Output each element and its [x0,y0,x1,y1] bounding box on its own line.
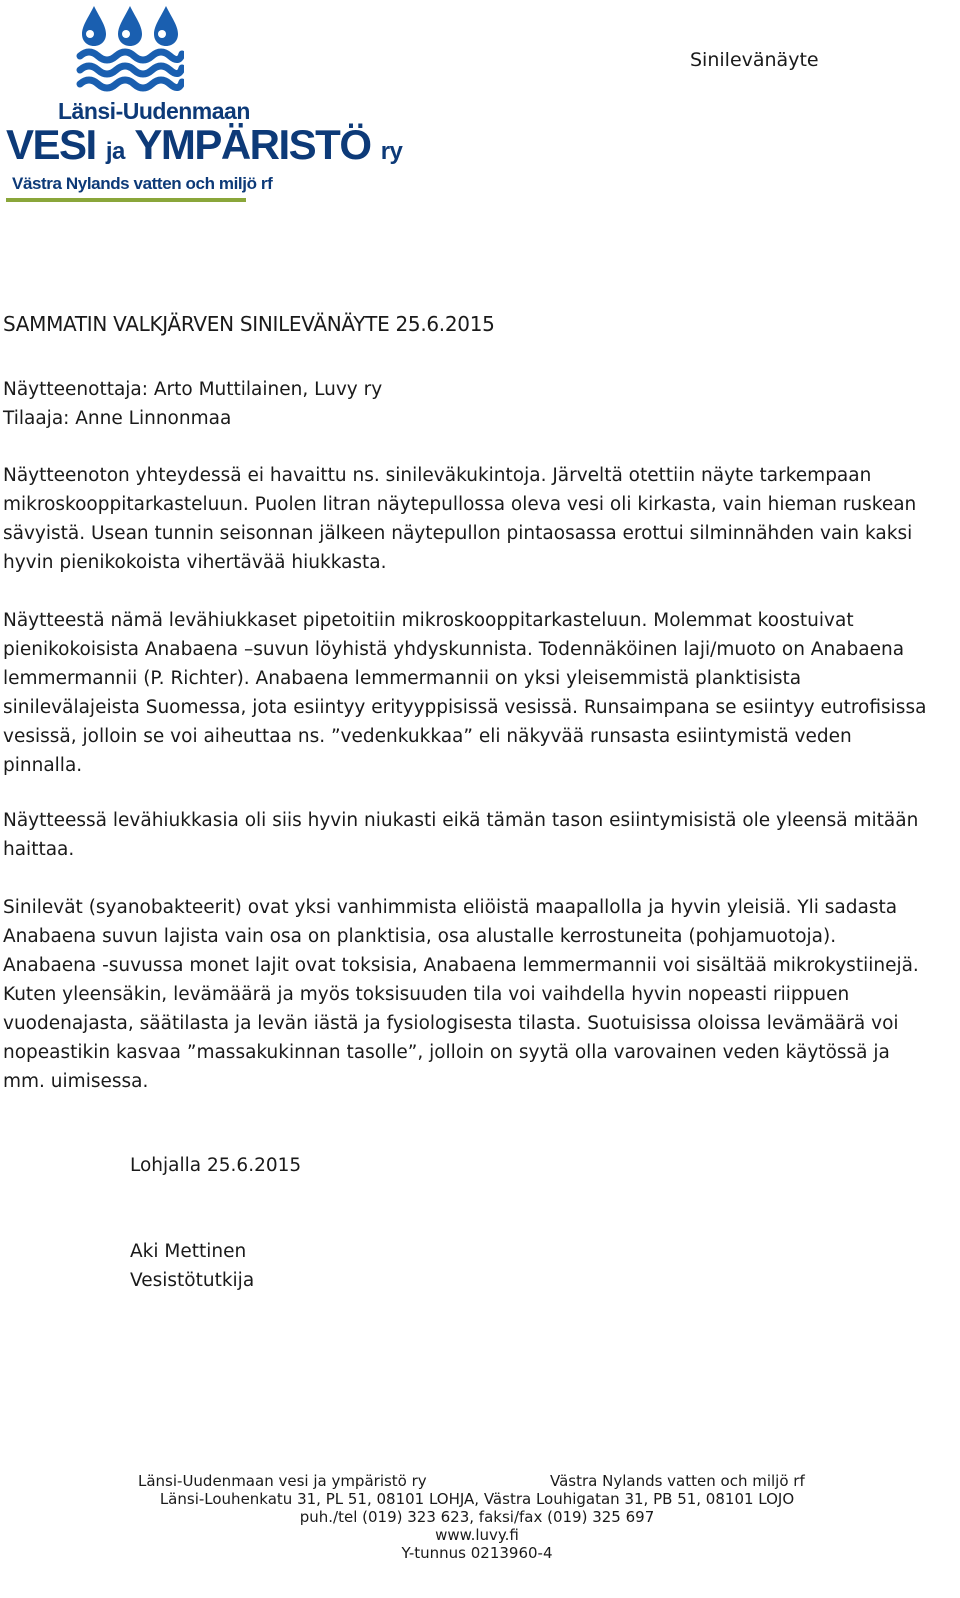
logo-text-ymparisto: YMPÄRISTÖ [134,121,371,168]
logo-text-line3: Västra Nylands vatten och miljö rf [12,174,273,193]
footer-phone: puh./tel (019) 323 623, faksi/fax (019) 325 697 [299,1508,655,1526]
paragraph-line: haittaa. [3,839,75,860]
client-line: Tilaaja: Anne Linnonmaa [3,408,232,429]
paragraph-line: sinilevälajeista Suomessa, jota esiintyy erityyppisissä vesissä. Runsaimpana se esiintyy eutrofisissa [3,697,927,718]
sampler-info [3,375,951,433]
paragraph-line: sävyistä. Usean tunnin seisonnan jälkeen näytepullon pintaosassa erottui silminnähden vain kaksi [3,523,913,544]
logo-text-ry: ry [380,138,403,165]
document-title: SAMMATIN VALKJÄRVEN SINILEVÄNÄYTE 25.6.2015 [3,312,495,336]
water-drops-icon [76,4,184,94]
logo-text-line2 [6,122,402,175]
footer-org-sv: Västra Nylands vatten och miljö rf [550,1472,805,1490]
sampler-line: Näytteenottaja: Arto Muttilainen, Luvy ry [3,379,383,400]
place-date: Lohjalla 25.6.2015 [130,1155,302,1176]
paragraph-2 [3,606,951,780]
paragraph-line: pinnalla. [3,755,83,776]
footer-address: Länsi-Louhenkatu 31, PL 51, 08101 LOHJA, Västra Louhigatan 31, PB 51, 08101 LOJO [159,1490,795,1508]
paragraph-line: Kuten yleensäkin, levämäärä ja myös toksisuuden tila voi vaihdella hyvin nopeasti riippuen [3,984,850,1005]
page-footer [0,1472,960,1562]
paragraph-line: vuodenajasta, säätilasta ja levän iästä ja fysiologisesta tilasta. Suotuisissa oloissa levämäärä voi [3,1013,899,1034]
paragraph-line: mikroskooppitarkasteluun. Puolen litran näytepullossa oleva vesi oli kirkasta, vain hieman ruskean [3,494,917,515]
paragraph-line: Anabaena -suvussa monet lajit ovat toksisia, Anabaena lemmermannii voi sisältää mikrokystiinejä. [3,955,919,976]
paragraph-line: Sinilevät (syanobakteerit) ovat yksi vanhimmista eliöistä maapallolla ja hyvin yleisiä. Yli sadasta [3,897,898,918]
footer-business-id: Y-tunnus 0213960-4 [401,1544,553,1562]
paragraph-4 [3,893,951,1096]
paragraph-line: hyvin pienikokoista vihertävää hiukkasta. [3,552,387,573]
paragraph-1 [3,461,951,577]
paragraph-line: vesissä, jolloin se voi aiheuttaa ns. ”vedenkukkaa” eli näkyvää runsasta esiintymistä veden [3,726,852,747]
footer-org-row [0,1472,960,1490]
logo-text-ja: ja [105,138,125,165]
signer-title: Vesistötutkija [130,1270,255,1291]
organization-logo [6,4,403,204]
paragraph-3 [3,806,951,864]
paragraph-line: mm. uimisessa. [3,1071,149,1092]
logo-underline [6,198,246,202]
paragraph-line: pienikokoisista Anabaena –suvun löyhistä yhdyskunnista. Todennäköinen laji/muoto on Anabaena [3,639,905,660]
paragraph-line: nopeastikin kasvaa ”massakukinnan tasolle”, jolloin on syytä olla varovainen veden käytössä ja [3,1042,890,1063]
footer-web: www.luvy.fi [435,1526,519,1544]
paragraph-line: lemmermannii (P. Richter). Anabaena lemmermannii on yksi yleisemmistä planktisista [3,668,802,689]
logo-text-vesi: VESI [6,121,96,168]
footer-org-fi: Länsi-Uudenmaan vesi ja ympäristö ry [138,1472,427,1490]
document-type-label: Sinilevänäyte [690,49,819,71]
signer-name: Aki Mettinen [130,1241,247,1262]
paragraph-line: Anabaena suvun lajista vain osa on planktisia, osa alustalle kerrostuneita (pohjamuotoja). [3,926,837,947]
paragraph-line: Näytteenoton yhteydessä ei havaittu ns. sinileväkukintoja. Järveltä otettiin näyte tarkempaan [3,465,872,486]
paragraph-line: Näytteestä nämä levähiukkaset pipetoitiin mikroskooppitarkasteluun. Molemmat koostuivat [3,610,854,631]
paragraph-line: Näytteessä levähiukkasia oli siis hyvin niukasti eikä tämän tason esiintymisistä ole yleensä mitään [3,810,919,831]
logo-text-line1: Länsi-Uudenmaan [58,98,250,124]
